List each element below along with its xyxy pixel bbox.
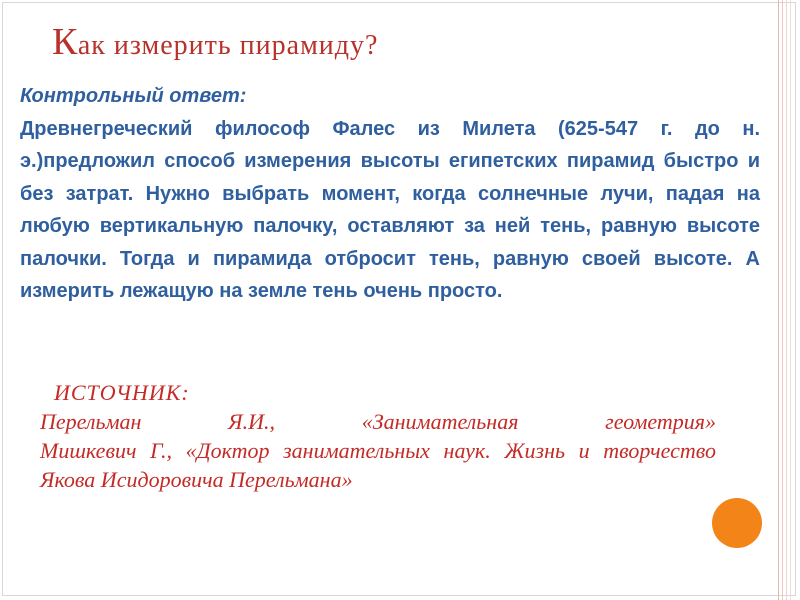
source-item: Перельман Я.И., «Занимательная геометрия»	[40, 409, 716, 434]
answer-text: Древнегреческий философ Фалес из Милета (625-547 г. до н. э.)предложил способ измерения высоты египетских пирамид быстро и без затрат. Нужно выбрать момент, когда солнечные лучи, падая на любую вертикальную палочку, оставляют за ней тень, равную высоте палочки. Тогда и пирамида отбросит тень, равную своей высоте. А измерить лежащую на земле тень очень просто.	[20, 117, 760, 302]
decorative-rule	[786, 0, 787, 600]
answer-block	[20, 80, 760, 308]
orange-dot-decoration	[712, 498, 762, 548]
source-block	[40, 378, 716, 494]
source-item: Мишкевич Г., «Доктор занимательных наук. Жизнь и творчество Якова Исидоровича Перельмана»	[40, 438, 716, 492]
answer-heading: Контрольный ответ:	[20, 85, 247, 107]
slide-title-initial: К	[52, 21, 78, 63]
decorative-rule	[782, 0, 783, 600]
decorative-rule	[790, 0, 791, 600]
decorative-rule	[778, 0, 779, 600]
source-heading: ИСТОЧНИК:	[54, 380, 190, 405]
slide-title	[52, 16, 378, 72]
slide-title-rest: ак измерить пирамиду?	[77, 30, 379, 61]
